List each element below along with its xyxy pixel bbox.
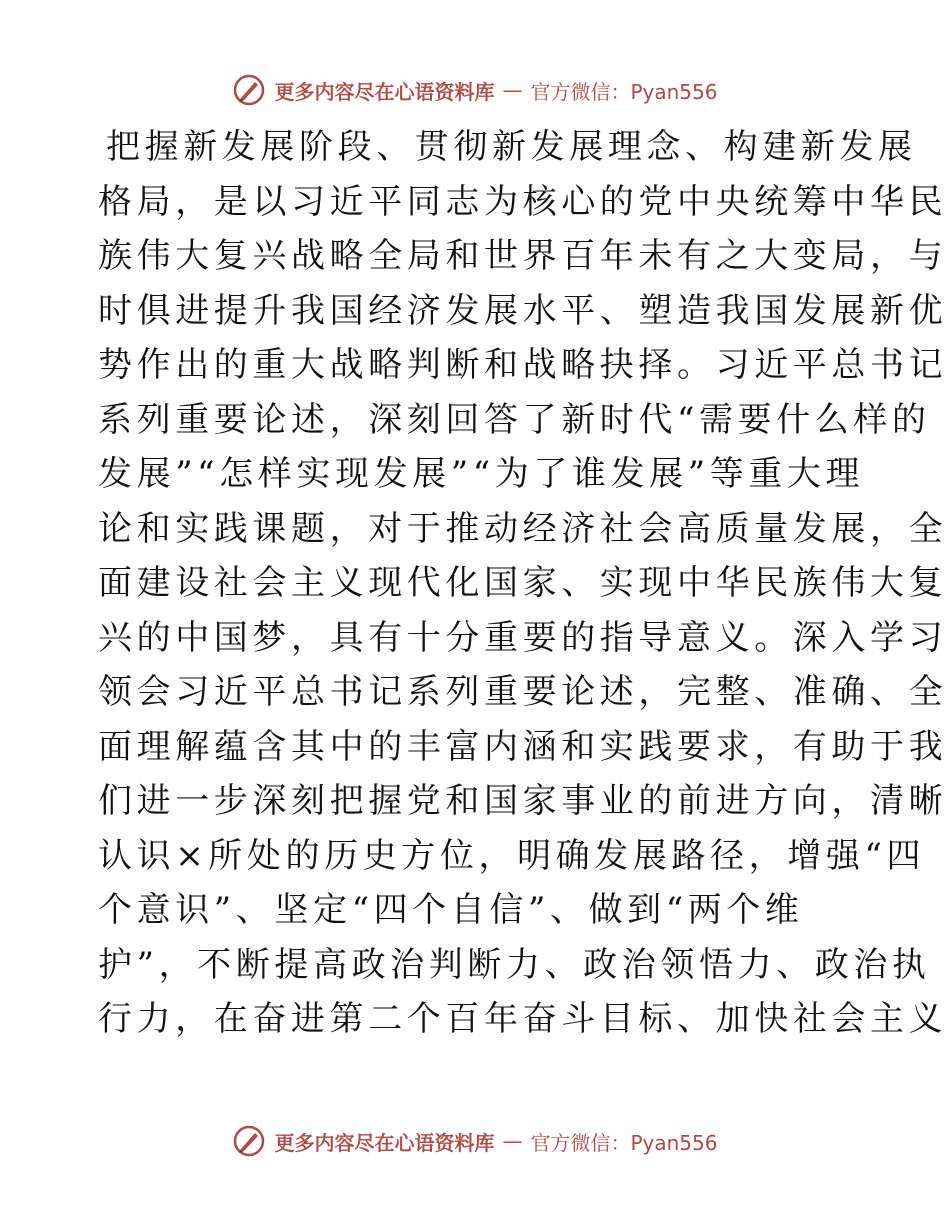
text-line: 护”，不断提高政治判断力、政治领悟力、政治执 xyxy=(98,944,931,985)
text-line: 面理解蕴含其中的丰富内涵和实践要求，有助于我 xyxy=(98,726,948,767)
watermark-contact: 官方微信：Pyan556 xyxy=(530,79,718,104)
text-line: 发展”“怎样实现发展”“为了谁发展”等重大理 xyxy=(98,454,865,494)
text-line: 行力，在奋进第二个百年奋斗目标、加快社会主义 xyxy=(98,999,948,1039)
document-body xyxy=(98,120,948,1047)
text-line: 势作出的重大战略判断和战略抉择。习近平总书记 xyxy=(98,345,948,385)
watermark-contact: 官方微信：Pyan556 xyxy=(530,1130,718,1155)
text-line: 认识×所处的历史方位，明确发展路径，增强“四 xyxy=(98,835,926,876)
text-line: 个意识”、坚定“四个自信”、做到“两个维 xyxy=(98,890,804,930)
watermark-dash: — xyxy=(502,1129,523,1153)
text-line: 族伟大复兴战略全局和世界百年未有之大变局，与 xyxy=(98,236,948,276)
text-line: 兴的中国梦，具有十分重要的指导意义。深入学习 xyxy=(98,617,948,658)
text-line: 面建设社会主义现代化国家、实现中华民族伟大复 xyxy=(98,563,948,603)
text-line: 时俱进提升我国经济发展水平、塑造我国发展新优 xyxy=(98,290,948,331)
text-line: 领会习近平总书记系列重要论述，完整、准确、全 xyxy=(98,672,948,712)
text-line: 把握新发展阶段、贯彻新发展理念、构建新发展 xyxy=(106,127,917,167)
text-line: 系列重要论述，深刻回答了新时代“需要什么样的 xyxy=(98,399,931,440)
watermark-brand: 更多内容尽在心语资料库 xyxy=(274,1130,495,1155)
text-line: 们进一步深刻把握党和国家事业的前进方向，清晰 xyxy=(98,781,948,821)
pen-logo-icon xyxy=(232,73,266,107)
pen-logo-icon xyxy=(232,1124,266,1158)
header-watermark xyxy=(0,70,950,110)
footer-watermark xyxy=(0,1121,950,1161)
watermark-brand: 更多内容尽在心语资料库 xyxy=(274,79,495,104)
watermark-dash: — xyxy=(502,78,523,102)
text-line: 论和实践课题，对于推动经济社会高质量发展，全 xyxy=(98,508,948,549)
text-line: 格局，是以习近平同志为核心的党中央统筹中华民 xyxy=(98,181,948,222)
